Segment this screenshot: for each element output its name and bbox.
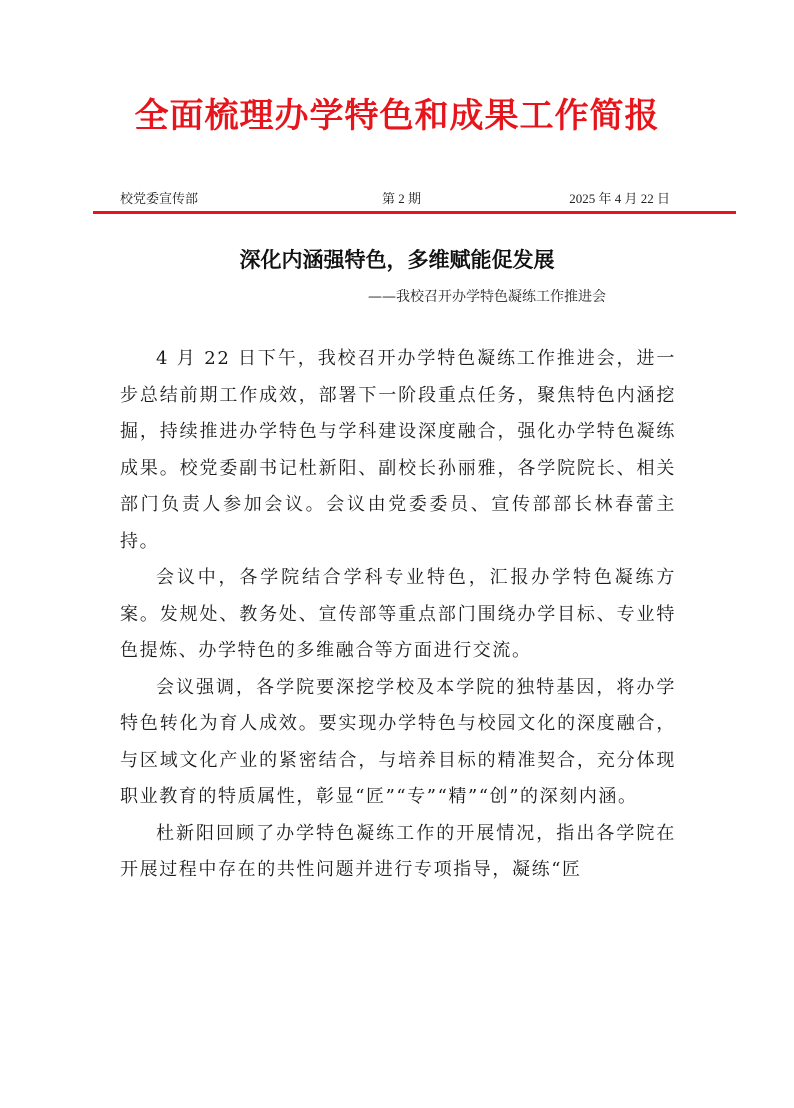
- paragraph: 杜新阳回顾了办学特色凝练工作的开展情况，指出各学院在开展过程中存在的共性问题并进行专项指导，凝练“匠: [120, 822, 676, 880]
- issue-meta-row: [120, 188, 670, 208]
- article-subtitle: ——我校召开办学特色凝练工作推进会: [368, 289, 606, 305]
- issuer-label: 校党委宣传部: [120, 191, 199, 206]
- issue-number: 第 2 期: [382, 191, 422, 206]
- issue-date: 2025 年 4 月 22 日: [569, 191, 670, 206]
- masthead-title: 全面梳理办学特色和成果工作简报: [134, 96, 660, 136]
- red-divider: [93, 211, 736, 214]
- paragraph: 会议中，各学院结合学科专业特色，汇报办学特色凝练方案。发规处、教务处、宣传部等重点部门围绕办学目标、专业特色提炼、办学特色的多维融合等方面进行交流。: [120, 567, 676, 661]
- article-title: 深化内涵强特色，多维赋能促发展: [239, 247, 555, 272]
- paragraph: 4 月 22 日下午，我校召开办学特色凝练工作推进会，进一步总结前期工作成效，部署下一阶段重点任务，聚焦特色内涵挖掘，持续推进办学特色与学科建设深度融合，强化办学特色凝练成果。校党委副书记杜新阳、副校长孙丽雅，各学院院长、相关部门负责人参加会议。会议由党委委员、宣传部部长林春蕾主持。: [120, 348, 676, 552]
- paragraph: 会议强调，各学院要深挖学校及本学院的独特基因，将办学特色转化为育人成效。要实现办学特色与校园文化的深度融合，与区域文化产业的紧密结合，与培养目标的精准契合，充分体现职业教育的特质属性，彰显“匠”“专”“精”“创”的深刻内涵。: [120, 676, 676, 807]
- article-body: [120, 341, 676, 889]
